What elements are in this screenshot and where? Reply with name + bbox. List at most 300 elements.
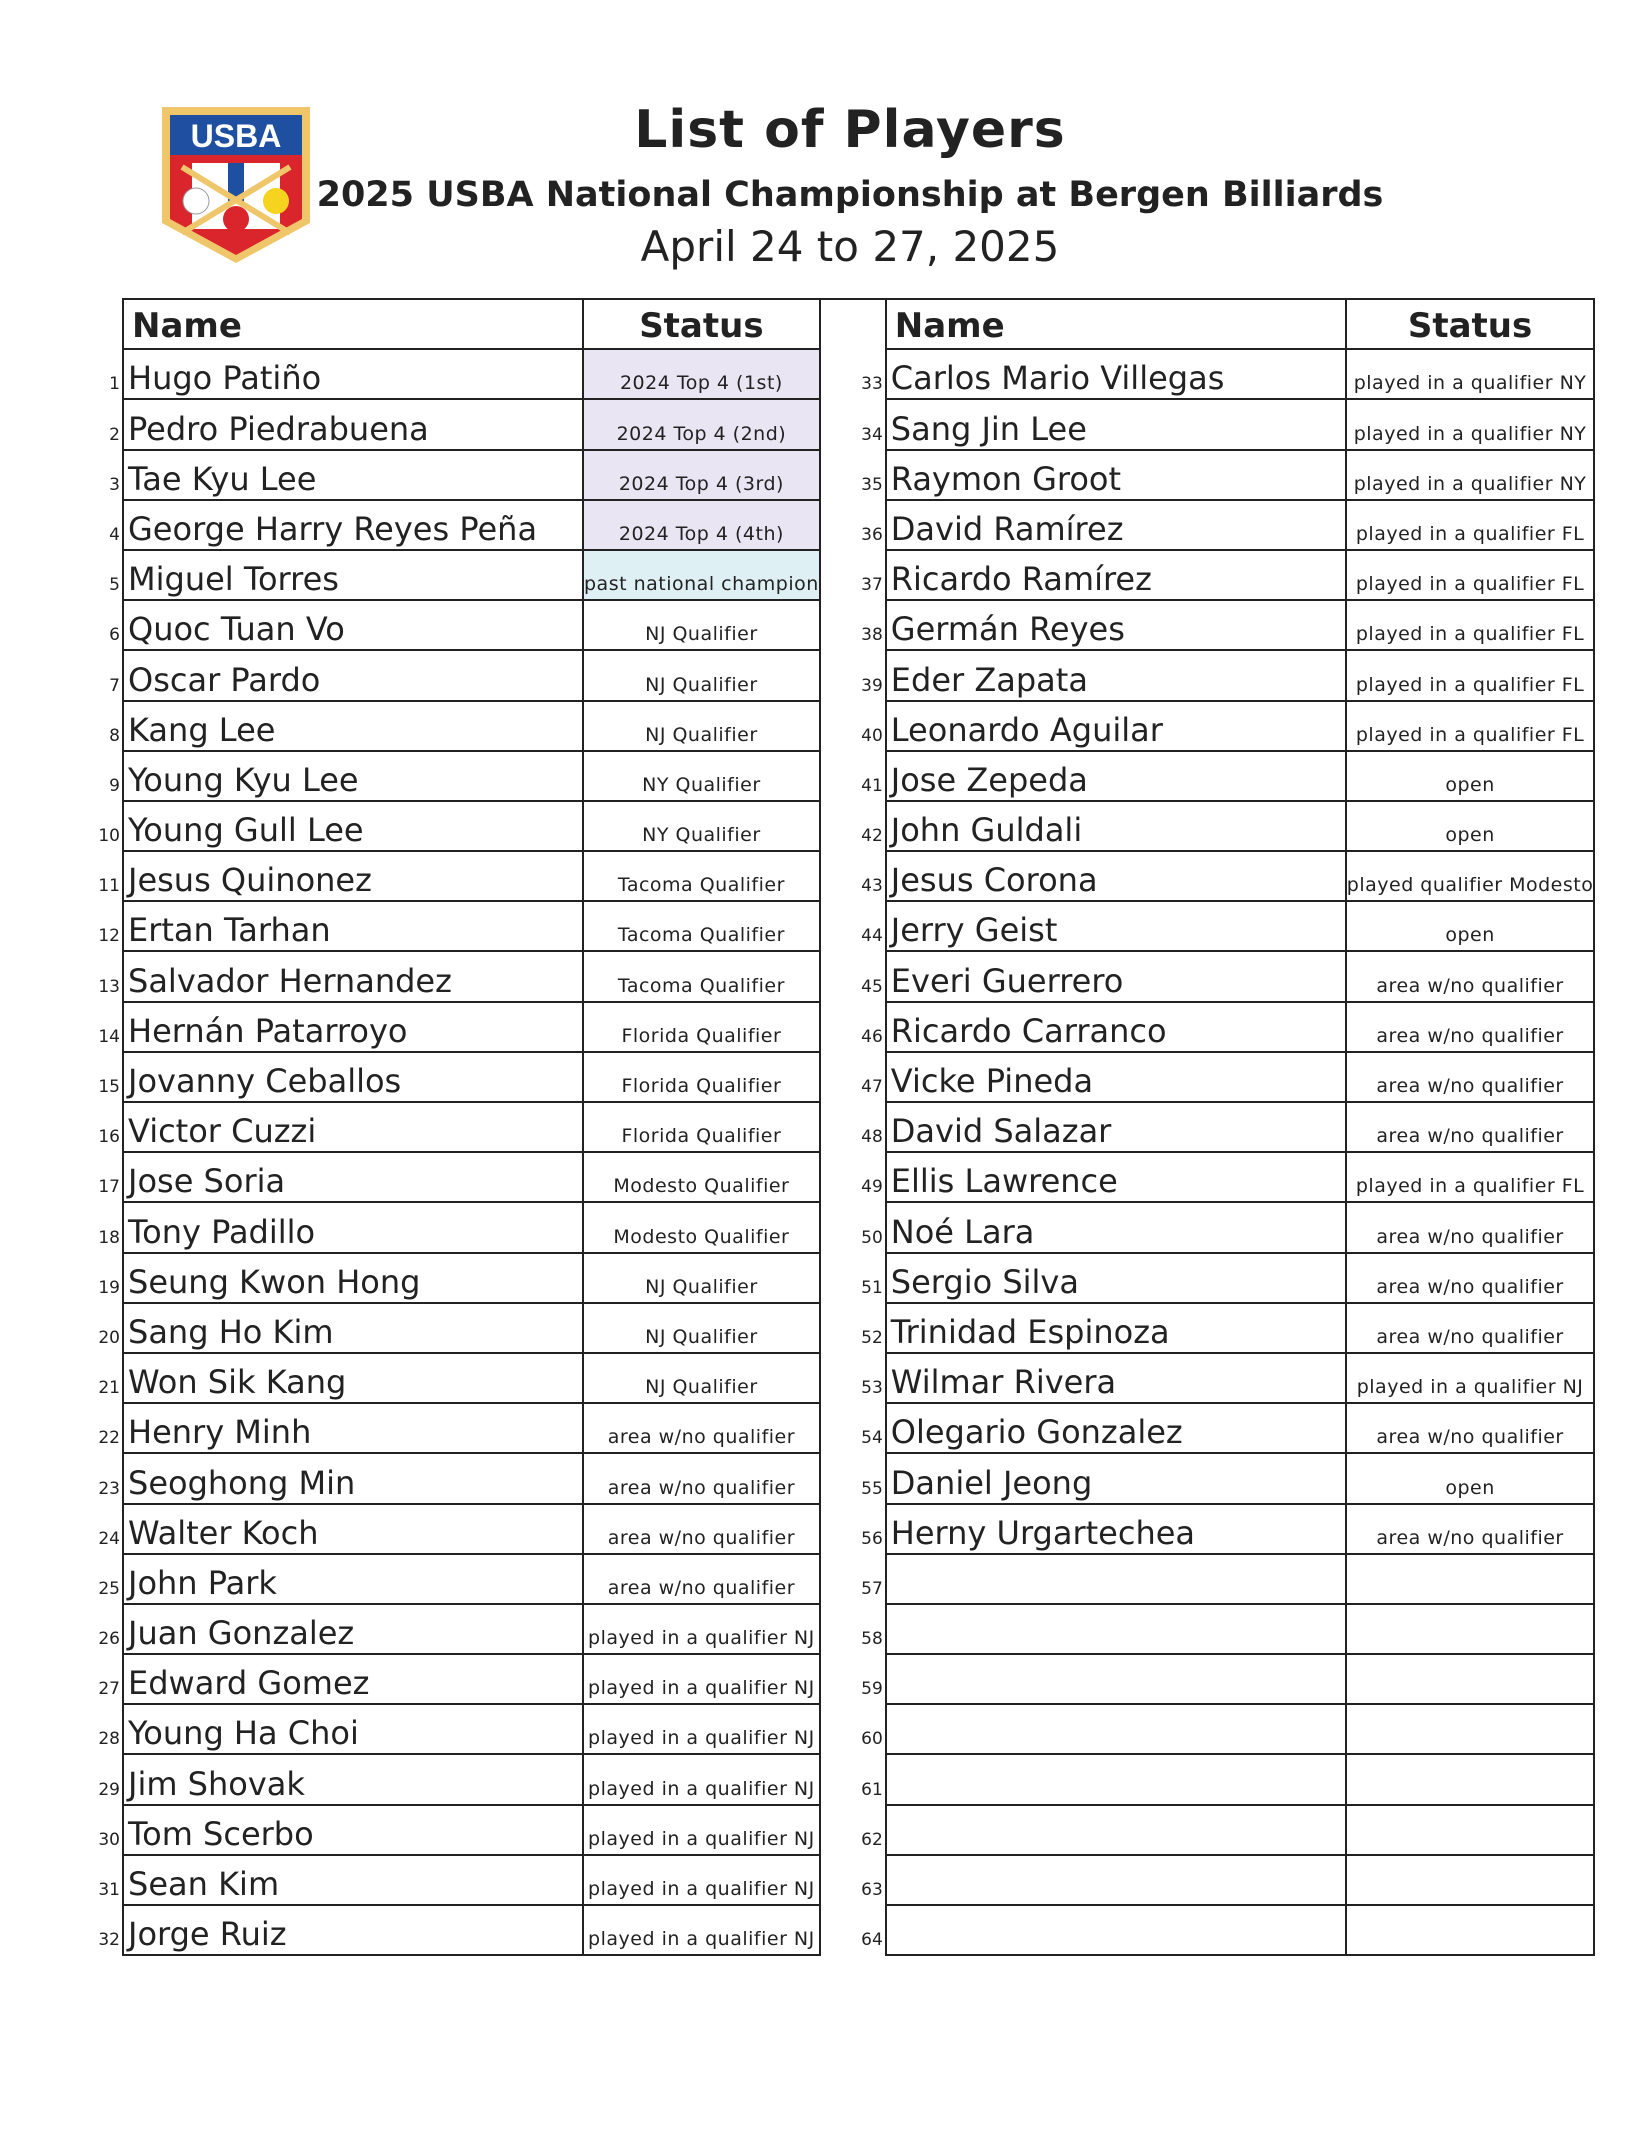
left-player-name-cell <box>98 1253 583 1303</box>
table-row <box>123 650 1594 700</box>
left-player-status: NJ Qualifier <box>583 1253 820 1303</box>
player-name: Tae Kyu Lee <box>128 459 317 498</box>
right-player-name-cell <box>861 1253 1346 1303</box>
left-player-name-cell <box>98 1654 583 1704</box>
table-row <box>123 1704 1594 1754</box>
row-number: 25 <box>98 1578 120 1599</box>
left-player-name-cell <box>98 1704 583 1754</box>
row-number: 47 <box>861 1077 883 1097</box>
row-number: 51 <box>861 1277 883 1298</box>
table-row <box>123 399 1594 449</box>
right-player-status: open <box>1346 901 1595 951</box>
right-player-status: open <box>1346 801 1595 851</box>
right-player-status <box>1346 1855 1595 1905</box>
right-player-status: area w/no qualifier <box>1346 1002 1595 1052</box>
table-row <box>123 1905 1594 1955</box>
left-player-name-cell <box>98 1303 583 1353</box>
right-player-name-cell <box>861 751 1346 801</box>
left-player-status: Florida Qualifier <box>583 1102 820 1152</box>
row-number: 48 <box>861 1127 883 1148</box>
left-player-status: Tacoma Qualifier <box>583 901 820 951</box>
right-player-status: open <box>1346 751 1595 801</box>
left-player-name-cell <box>98 1102 583 1152</box>
left-player-status: past national champion <box>583 550 820 600</box>
table-row <box>123 1002 1594 1052</box>
left-player-name-cell <box>98 851 583 901</box>
left-player-name-cell <box>98 1855 583 1905</box>
row-number: 18 <box>98 1227 120 1248</box>
player-name: Germán Reyes <box>890 610 1125 649</box>
player-name: Noé Lara <box>890 1212 1035 1251</box>
row-number: 54 <box>861 1428 883 1449</box>
left-player-name-cell <box>98 1202 583 1252</box>
row-number: 29 <box>98 1779 120 1800</box>
player-name: Jovanny Ceballos <box>128 1062 402 1100</box>
player-name: Hernán Patarroyo <box>128 1011 408 1050</box>
table-row <box>123 901 1594 951</box>
left-player-status: NJ Qualifier <box>583 650 820 700</box>
right-player-status: played in a qualifier FL <box>1346 701 1595 751</box>
left-player-name-cell <box>109 349 583 399</box>
table-row <box>123 1805 1594 1855</box>
left-player-name-cell <box>109 751 583 801</box>
player-name: Kang Lee <box>128 710 276 749</box>
row-number: 46 <box>861 1026 883 1047</box>
player-name: Vicke Pineda <box>890 1062 1094 1100</box>
row-number: 23 <box>98 1478 120 1499</box>
row-number: 19 <box>98 1277 120 1298</box>
right-player-status <box>1346 1554 1595 1604</box>
row-number: 9 <box>109 775 120 796</box>
right-player-status: played in a qualifier FL <box>1346 500 1595 550</box>
player-name: David Salazar <box>890 1112 1112 1151</box>
row-number: 35 <box>861 474 883 495</box>
player-name: Salvador Hernandez <box>128 961 452 1000</box>
right-player-status <box>1346 1805 1595 1855</box>
left-player-name-cell <box>109 701 583 751</box>
column-header-status-right: Status <box>1346 299 1595 349</box>
player-name <box>887 1865 891 1903</box>
row-number: 37 <box>861 575 883 596</box>
right-player-name-cell <box>861 1102 1346 1152</box>
player-name <box>887 1915 891 1953</box>
left-player-status: area w/no qualifier <box>583 1403 820 1453</box>
right-player-name-cell <box>861 1202 1346 1252</box>
right-player-name-cell <box>861 1002 1346 1052</box>
right-player-status: played in a qualifier NY <box>1346 399 1595 449</box>
player-name: Sergio Silva <box>890 1262 1079 1301</box>
left-player-status: Florida Qualifier <box>583 1002 820 1052</box>
right-player-name-cell <box>861 1403 1346 1453</box>
row-number: 10 <box>98 826 120 847</box>
row-number: 28 <box>98 1729 120 1750</box>
table-row <box>123 1102 1594 1152</box>
row-number: 12 <box>98 926 120 947</box>
player-name: Seung Kwon Hong <box>128 1262 421 1301</box>
column-header-name-right <box>886 299 1346 349</box>
table-row <box>123 1604 1594 1654</box>
player-name <box>887 1564 891 1602</box>
table-row <box>123 1152 1594 1202</box>
right-player-name-cell <box>861 1805 1346 1855</box>
right-player-name-cell <box>861 1504 1346 1554</box>
table-row <box>123 951 1594 1001</box>
table-row <box>123 500 1594 550</box>
row-number: 60 <box>861 1729 883 1750</box>
left-player-status: played in a qualifier NJ <box>583 1604 820 1654</box>
player-name: Sang Jin Lee <box>890 409 1087 448</box>
left-player-status: Tacoma Qualifier <box>583 851 820 901</box>
column-gap <box>820 299 886 349</box>
player-name: Sang Ho Kim <box>128 1312 334 1351</box>
right-player-status: played qualifier Modesto <box>1346 851 1595 901</box>
table-row <box>123 1554 1594 1604</box>
row-number: 57 <box>861 1578 883 1599</box>
player-name <box>887 1664 891 1702</box>
row-number: 44 <box>861 926 883 947</box>
row-number: 22 <box>98 1428 120 1449</box>
table-row <box>123 1654 1594 1704</box>
right-player-name-cell <box>861 1905 1346 1955</box>
row-number: 49 <box>861 1177 883 1198</box>
row-number: 26 <box>98 1629 120 1650</box>
right-player-name-cell <box>861 1704 1346 1754</box>
right-player-status: area w/no qualifier <box>1346 1403 1595 1453</box>
left-player-status: played in a qualifier NJ <box>583 1805 820 1855</box>
right-player-status: played in a qualifier NY <box>1346 450 1595 500</box>
row-number: 63 <box>861 1880 883 1900</box>
left-player-status: 2024 Top 4 (3rd) <box>583 450 820 500</box>
left-player-status: 2024 Top 4 (2nd) <box>583 399 820 449</box>
player-name: Tom Scerbo <box>128 1814 314 1853</box>
right-player-name-cell <box>861 1453 1346 1503</box>
left-player-status: Tacoma Qualifier <box>583 951 820 1001</box>
left-player-name-cell <box>98 951 583 1001</box>
row-number: 16 <box>98 1127 120 1148</box>
right-player-status <box>1346 1604 1595 1654</box>
left-player-name-cell <box>109 399 583 449</box>
right-player-status: area w/no qualifier <box>1346 951 1595 1001</box>
row-number: 64 <box>861 1930 883 1951</box>
usba-logo <box>160 105 312 265</box>
row-number: 20 <box>98 1327 120 1348</box>
row-number: 38 <box>861 625 883 646</box>
player-name <box>887 1614 891 1652</box>
player-name: Jorge Ruiz <box>128 1915 287 1954</box>
right-player-name-cell <box>861 349 1346 399</box>
player-name: Wilmar Rivera <box>890 1363 1117 1402</box>
player-name: Ricardo Carranco <box>890 1011 1167 1050</box>
right-player-name-cell <box>861 600 1346 650</box>
left-player-status: Modesto Qualifier <box>583 1152 820 1202</box>
left-player-name-cell <box>98 1403 583 1453</box>
left-player-status: NJ Qualifier <box>583 600 820 650</box>
row-number: 2 <box>109 424 120 445</box>
left-player-status: played in a qualifier NJ <box>583 1855 820 1905</box>
player-name: Juan Gonzalez <box>128 1614 355 1653</box>
row-number: 55 <box>861 1478 883 1499</box>
left-player-status: area w/no qualifier <box>583 1504 820 1554</box>
row-number: 24 <box>98 1528 120 1549</box>
player-name: Hugo Patiño <box>128 359 322 398</box>
right-player-status: area w/no qualifier <box>1346 1253 1595 1303</box>
player-name: David Ramírez <box>890 509 1124 548</box>
table-row <box>123 851 1594 901</box>
player-name: Oscar Pardo <box>128 660 321 699</box>
player-name: Jose Zepeda <box>890 760 1088 799</box>
left-player-status: played in a qualifier NJ <box>583 1905 820 1955</box>
left-player-status: Modesto Qualifier <box>583 1202 820 1252</box>
row-number: 33 <box>861 374 883 395</box>
right-player-name-cell <box>861 1604 1346 1654</box>
table-row <box>123 751 1594 801</box>
row-number: 61 <box>861 1779 883 1800</box>
usba-shield-icon <box>160 105 312 265</box>
row-number: 45 <box>861 976 883 997</box>
left-player-status: NJ Qualifier <box>583 701 820 751</box>
row-number: 27 <box>98 1679 120 1700</box>
row-number: 8 <box>109 725 120 746</box>
left-player-name-cell <box>98 1905 583 1955</box>
row-number: 14 <box>98 1026 120 1047</box>
column-header-status-left: Status <box>583 299 820 349</box>
left-player-status: NJ Qualifier <box>583 1353 820 1403</box>
row-number: 39 <box>861 675 883 696</box>
right-player-status: area w/no qualifier <box>1346 1102 1595 1152</box>
player-name: Jose Soria <box>128 1162 286 1201</box>
right-player-status: open <box>1346 1453 1595 1503</box>
player-name: Quoc Tuan Vo <box>128 610 345 649</box>
player-name: Jesus Corona <box>890 861 1098 900</box>
left-player-status: played in a qualifier NJ <box>583 1754 820 1804</box>
right-player-status: played in a qualifier FL <box>1346 650 1595 700</box>
left-player-name-cell <box>98 1805 583 1855</box>
row-number: 4 <box>109 524 120 545</box>
right-player-name-cell <box>861 701 1346 751</box>
table-row <box>123 801 1594 851</box>
table-row <box>123 701 1594 751</box>
right-player-status <box>1346 1905 1595 1955</box>
row-number: 21 <box>98 1378 120 1399</box>
row-number: 17 <box>98 1177 120 1198</box>
table-row <box>123 1403 1594 1453</box>
left-player-name-cell <box>98 1002 583 1052</box>
left-player-name-cell <box>98 901 583 951</box>
right-player-status: played in a qualifier NJ <box>1346 1353 1595 1403</box>
right-player-name-cell <box>861 1554 1346 1604</box>
left-player-status: played in a qualifier NJ <box>583 1654 820 1704</box>
row-number: 40 <box>861 725 883 746</box>
row-number: 59 <box>861 1679 883 1700</box>
left-player-name-cell <box>109 500 583 550</box>
table-row <box>123 1754 1594 1804</box>
player-name: Trinidad Espinoza <box>890 1312 1170 1351</box>
row-number: 34 <box>861 424 883 445</box>
row-number: 50 <box>861 1227 883 1248</box>
right-player-status <box>1346 1654 1595 1704</box>
left-player-status: NY Qualifier <box>583 751 820 801</box>
player-name: Henry Minh <box>128 1413 312 1452</box>
left-player-name-cell <box>109 600 583 650</box>
right-player-name-cell <box>861 650 1346 700</box>
row-number: 62 <box>861 1829 883 1850</box>
right-player-status: played in a qualifier FL <box>1346 1152 1595 1202</box>
left-player-name-cell <box>109 550 583 600</box>
event-dates: April 24 to 27, 2025 <box>640 222 1060 271</box>
table-row <box>123 1253 1594 1303</box>
player-name <box>887 1815 891 1853</box>
row-number: 36 <box>861 524 883 545</box>
row-number: 6 <box>109 625 120 646</box>
column-header-name-right-label: Name <box>894 306 1005 347</box>
player-name <box>887 1714 891 1752</box>
player-name: Victor Cuzzi <box>128 1112 317 1151</box>
logo-text: USBA <box>190 118 282 154</box>
right-player-name-cell <box>861 550 1346 600</box>
column-header-name-left <box>123 299 583 349</box>
left-player-name-cell <box>109 650 583 700</box>
player-name: Carlos Mario Villegas <box>890 359 1225 398</box>
player-name: John Guldali <box>890 811 1083 850</box>
left-player-name-cell <box>98 1504 583 1554</box>
table-row <box>123 1855 1594 1905</box>
row-number: 56 <box>861 1528 883 1549</box>
row-number: 3 <box>109 474 120 495</box>
player-name: Pedro Piedrabuena <box>128 409 429 448</box>
table-row <box>123 550 1594 600</box>
row-number: 58 <box>861 1629 883 1650</box>
row-number: 13 <box>98 976 120 997</box>
right-player-name-cell <box>861 1052 1346 1102</box>
row-number: 30 <box>98 1829 120 1850</box>
players-table <box>98 298 1595 1956</box>
right-player-status: area w/no qualifier <box>1346 1202 1595 1252</box>
row-number: 41 <box>861 775 883 796</box>
right-player-name-cell <box>861 450 1346 500</box>
player-name: Ellis Lawrence <box>890 1162 1118 1201</box>
left-player-status: Florida Qualifier <box>583 1052 820 1102</box>
left-player-name-cell <box>98 1554 583 1604</box>
right-player-name-cell <box>861 1303 1346 1353</box>
right-player-name-cell <box>861 801 1346 851</box>
player-name: Jerry Geist <box>890 911 1058 950</box>
left-player-status: area w/no qualifier <box>583 1554 820 1604</box>
right-player-name-cell <box>861 901 1346 951</box>
table-row <box>123 1353 1594 1403</box>
row-number: 32 <box>98 1930 120 1951</box>
player-name: Young Ha Choi <box>128 1714 359 1753</box>
player-name: Leonardo Aguilar <box>890 710 1163 749</box>
player-name: Daniel Jeong <box>890 1463 1093 1502</box>
table-row <box>123 600 1594 650</box>
player-name: Olegario Gonzalez <box>890 1413 1183 1452</box>
right-player-name-cell <box>861 1754 1346 1804</box>
table-header-row <box>123 299 1594 349</box>
row-number: 43 <box>861 876 883 897</box>
right-player-status: area w/no qualifier <box>1346 1052 1595 1102</box>
player-name: Won Sik Kang <box>128 1363 347 1402</box>
left-player-name-cell <box>98 1152 583 1202</box>
player-name: Miguel Torres <box>128 560 339 599</box>
right-player-name-cell <box>861 399 1346 449</box>
table-row <box>123 1052 1594 1102</box>
player-name: George Harry Reyes Peña <box>128 509 538 548</box>
right-player-name-cell <box>861 1654 1346 1704</box>
right-player-status: played in a qualifier FL <box>1346 600 1595 650</box>
column-header-name-left-label: Name <box>132 306 242 347</box>
table-row <box>123 1303 1594 1353</box>
player-name <box>887 1765 891 1803</box>
row-number: 53 <box>861 1378 883 1399</box>
right-player-status: area w/no qualifier <box>1346 1303 1595 1353</box>
row-number: 5 <box>109 575 120 596</box>
left-player-name-cell <box>109 450 583 500</box>
row-number: 11 <box>98 876 120 897</box>
table-row <box>123 450 1594 500</box>
table-row <box>123 349 1594 399</box>
left-player-status: NY Qualifier <box>583 801 820 851</box>
left-player-status: NJ Qualifier <box>583 1303 820 1353</box>
player-name: Ertan Tarhan <box>128 911 331 950</box>
player-name: Sean Kim <box>128 1865 280 1903</box>
page-subtitle: 2025 USBA National Championship at Bergen Billiards <box>316 175 1384 215</box>
player-name: Young Gull Lee <box>128 811 364 850</box>
left-player-name-cell <box>98 1604 583 1654</box>
right-player-status: played in a qualifier FL <box>1346 550 1595 600</box>
player-name: Eder Zapata <box>890 660 1088 699</box>
row-number: 42 <box>861 826 883 847</box>
player-name: Young Kyu Lee <box>128 760 359 799</box>
left-player-status: 2024 Top 4 (4th) <box>583 500 820 550</box>
row-number: 1 <box>109 374 120 395</box>
left-player-name-cell <box>98 1453 583 1503</box>
right-player-name-cell <box>861 1353 1346 1403</box>
row-number: 52 <box>861 1327 883 1348</box>
page-title: List of Players <box>634 100 1066 160</box>
row-number: 31 <box>98 1880 120 1900</box>
player-name: Tony Padillo <box>128 1212 316 1251</box>
left-player-name-cell <box>98 801 583 851</box>
player-name: Edward Gomez <box>128 1664 370 1703</box>
table-row <box>123 1453 1594 1503</box>
player-name: Jim Shovak <box>128 1764 305 1803</box>
player-name: Ricardo Ramírez <box>890 560 1152 599</box>
table-row <box>123 1504 1594 1554</box>
left-player-name-cell <box>98 1052 583 1102</box>
row-number: 7 <box>109 675 120 696</box>
left-player-status: played in a qualifier NJ <box>583 1704 820 1754</box>
player-name: Walter Koch <box>128 1513 319 1552</box>
left-player-name-cell <box>98 1353 583 1403</box>
player-name: Herny Urgartechea <box>890 1513 1196 1552</box>
right-player-status: area w/no qualifier <box>1346 1504 1595 1554</box>
right-player-name-cell <box>861 951 1346 1001</box>
right-player-status <box>1346 1704 1595 1754</box>
left-player-name-cell <box>98 1754 583 1804</box>
row-number: 15 <box>98 1077 120 1097</box>
player-name: Raymon Groot <box>890 459 1122 498</box>
table-row <box>123 1202 1594 1252</box>
right-player-name-cell <box>861 500 1346 550</box>
right-player-status: played in a qualifier NY <box>1346 349 1595 399</box>
left-player-status: 2024 Top 4 (1st) <box>583 349 820 399</box>
right-player-name-cell <box>861 1855 1346 1905</box>
player-name: Everi Guerrero <box>890 961 1124 1000</box>
player-name: Jesus Quinonez <box>128 861 372 900</box>
right-player-status <box>1346 1754 1595 1804</box>
player-name: Seoghong Min <box>128 1463 356 1502</box>
right-player-name-cell <box>861 1152 1346 1202</box>
